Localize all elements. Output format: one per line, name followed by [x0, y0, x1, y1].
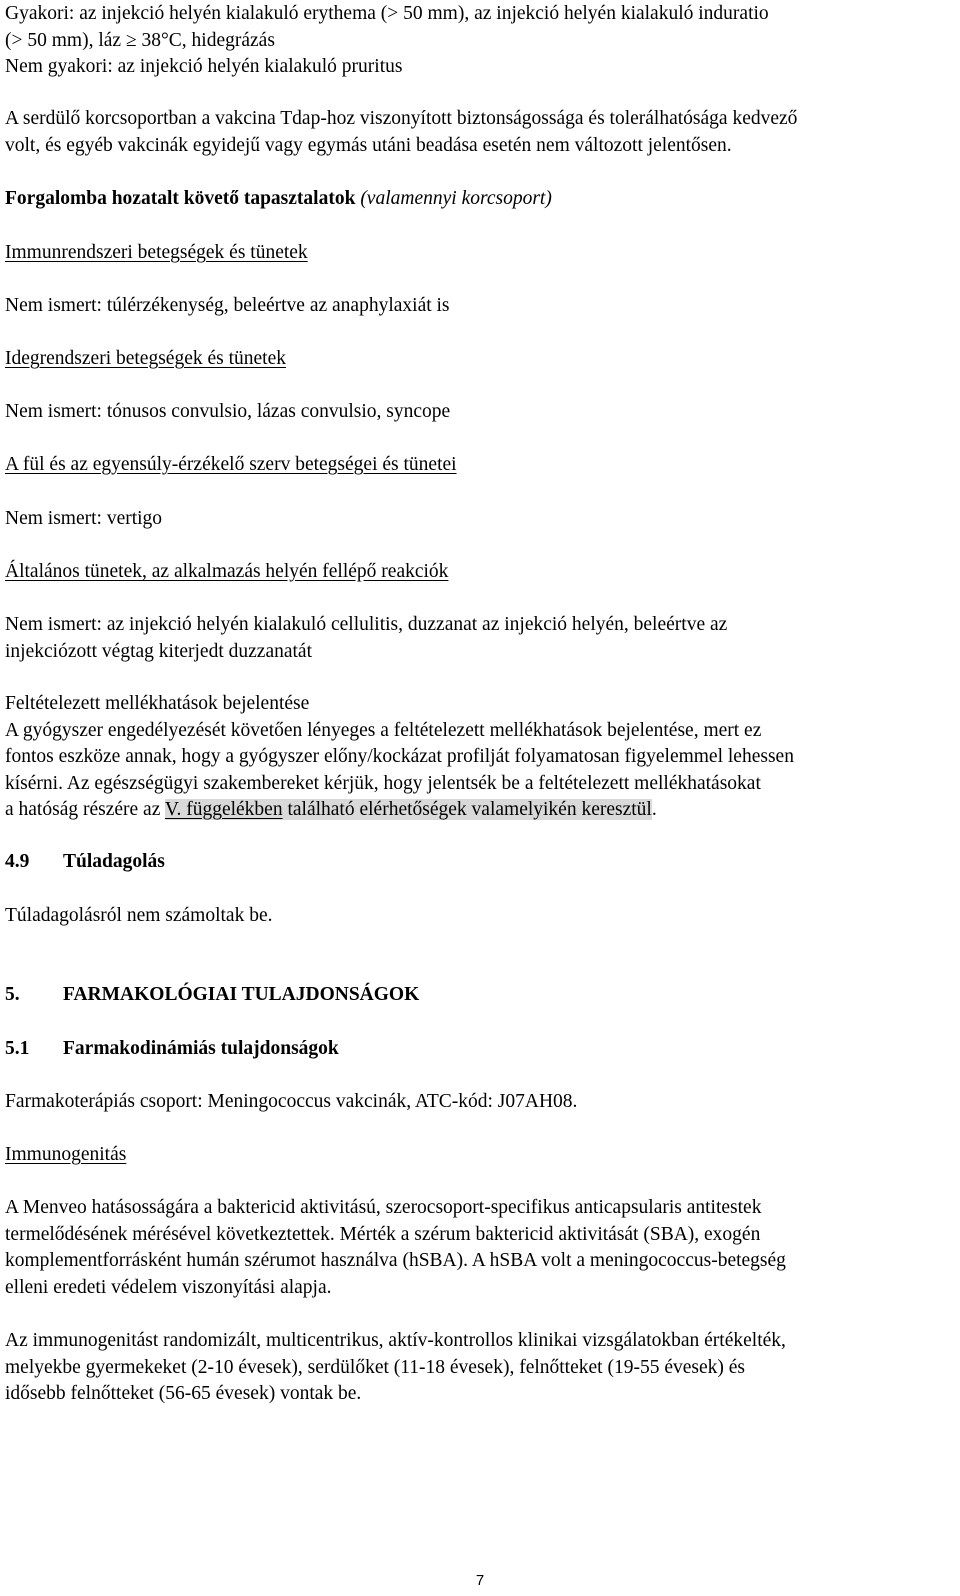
overdose-text: Túladagolásról nem számoltak be. — [5, 905, 273, 926]
postmarketing-subtitle: (valamennyi korcsoport) — [360, 188, 552, 209]
reporting-line4-pre: a hatóság részére az — [5, 799, 165, 820]
section5-heading — [5, 982, 945, 1009]
general-text-line1: Nem ismert: az injekció helyén kialakuló cellulitis, duzzanat az injekció helyén, beleértve az — [5, 614, 728, 635]
section51-heading — [5, 1036, 945, 1063]
general-heading — [5, 559, 945, 586]
para1-line3: komplementforrásként humán szérumot használva (hSBA). A hSBA volt a meningococcus-betegség — [5, 1250, 786, 1271]
immunogenicity-paragraph2 — [5, 1328, 945, 1408]
nervous-heading-text: Idegrendszeri betegségek és tünetek — [5, 348, 286, 369]
nervous-text: Nem ismert: tónusos convulsio, lázas convulsio, syncope — [5, 401, 451, 422]
postmarketing-title: Forgalomba hozatalt követő tapasztalatok — [5, 188, 356, 209]
general-heading-text: Általános tünetek, az alkalmazás helyén fellépő reakciók — [5, 561, 449, 582]
immunogenicity-heading — [5, 1142, 945, 1169]
general-text-line2: injekciózott végtag kiterjedt duzzanatát — [5, 640, 312, 662]
para1-line2: termelődésének mérésével következtettek. Mérték a szérum baktericid aktivitását (SBA), exogén — [5, 1223, 761, 1245]
para2-line3: idősebb felnőtteket (56-65 évesek) vontak be. — [5, 1383, 362, 1404]
adolescent-line1: A serdülő korcsoportban a vakcina Tdap-hoz viszonyított biztonságossága és tolerálhatósága kedvező — [5, 108, 798, 129]
section51-title: Farmakodinámiás tulajdonságok — [63, 1038, 339, 1059]
para2-line1: Az immunogenitást randomizált, multicentrikus, aktív-kontrollos klinikai vizsgálatokban értékelték, — [5, 1330, 786, 1351]
frequency-common-line1: Gyakori: az injekció helyén kialakuló erythema (> 50 mm), az injekció helyén kialakuló induratio — [5, 3, 769, 24]
para1-line4: elleni eredeti védelem viszonyítási alapja. — [5, 1276, 332, 1298]
immunogenicity-heading-text: Immunogenitás — [5, 1144, 127, 1165]
ear-text: Nem ismert: vertigo — [5, 508, 163, 529]
ear-heading-text: A fül és az egyensúly-érzékelő szerv betegségei és tünetei — [5, 454, 457, 475]
reporting-line2: fontos eszköze annak, hogy a gyógyszer előny/kockázat profilját folyamatosan figyelemmel lehessen — [5, 746, 794, 767]
reporting-heading: Feltételezett mellékhatások bejelentése — [5, 693, 310, 714]
immune-heading — [5, 240, 945, 267]
adolescent-paragraph — [5, 106, 945, 159]
overdose-number: 4.9 — [5, 851, 30, 872]
reporting-line1: A gyógyszer engedélyezését követően lényeges a feltételezett mellékhatások bejelentése, mert ez — [5, 719, 762, 741]
pharmacotherapeutic-group: Farmakoterápiás csoport: Meningococcus vakcinák, ATC-kód: J07AH08. — [5, 1091, 578, 1112]
section51-number: 5.1 — [5, 1038, 30, 1059]
general-text — [5, 612, 945, 665]
para2-line2: melyekbe gyermekeket (2-10 évesek), serdülőket (11-18 évesek), felnőtteket (19-55 évesek) és — [5, 1356, 745, 1378]
appendix-v-link[interactable]: V. függelékben — [164, 799, 283, 820]
reporting-line4 — [5, 797, 945, 824]
immunogenicity-paragraph1 — [5, 1195, 945, 1301]
appendix-v-link-block — [165, 799, 652, 820]
reporting-section — [5, 691, 945, 824]
section5-number: 5. — [5, 984, 20, 1005]
para1-line1: A Menveo hatásosságára a baktericid aktivitású, szerocsoport-specifikus anticapsularis antitestek — [5, 1197, 762, 1218]
overdose-title: Túladagolás — [63, 851, 165, 872]
immune-text: Nem ismert: túlérzékenység, beleértve az anaphylaxiát is — [5, 295, 450, 316]
section5-title: FARMAKOLÓGIAI TULAJDONSÁGOK — [63, 984, 420, 1005]
frequency-common-line2: (> 50 mm), láz ≥ 38°C, hidegrázás — [5, 29, 275, 51]
postmarketing-heading — [5, 186, 945, 213]
overdose-heading — [5, 849, 945, 876]
adolescent-line2: volt, és egyéb vakcinák egyidejű vagy egymás utáni beadása esetén nem változott jelentősen. — [5, 134, 732, 156]
adverse-frequency-block — [5, 1, 945, 81]
immune-heading-text: Immunrendszeri betegségek és tünetek — [5, 242, 308, 263]
frequency-uncommon-line: Nem gyakori: az injekció helyén kialakuló pruritus — [5, 56, 403, 77]
reporting-line4-post: található elérhetőségek valamelyikén keresztül — [282, 799, 652, 820]
nervous-heading — [5, 346, 945, 373]
reporting-line4-end: . — [651, 799, 657, 820]
reporting-line3: kísérni. Az egészségügyi szakembereket kérjük, hogy jelentsék be a feltételezett mellékhatásokat — [5, 772, 761, 794]
ear-heading — [5, 452, 945, 479]
page-number: 7 — [475, 1572, 485, 1589]
